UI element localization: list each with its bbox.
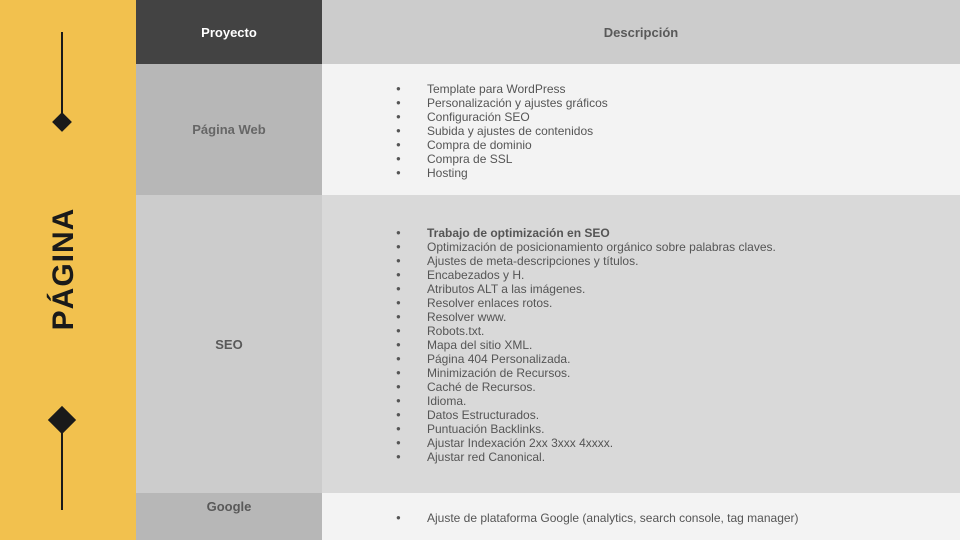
list-item: ● Resolver www. (396, 310, 776, 324)
project-name: Google (136, 493, 322, 540)
description-cell (322, 64, 960, 195)
list-item: ● Resolver enlaces rotos. (396, 296, 776, 310)
list-item: ● Minimización de Recursos. (396, 366, 776, 380)
list-item: ● Caché de Recursos. (396, 380, 776, 394)
list-item: ● Idioma. (396, 394, 776, 408)
list-item: ● Ajustar Indexación 2xx 3xxx 4xxxx. (396, 436, 776, 450)
list-item: ● Puntuación Backlinks. (396, 422, 776, 436)
list-item: ● Mapa del sitio XML. (396, 338, 776, 352)
list-item: ● Ajustar red Canonical. (396, 450, 776, 464)
table-row-google (136, 493, 960, 540)
table-row-seo (136, 195, 960, 493)
list-item: ● Configuración SEO (396, 110, 608, 124)
list-item: ● Hosting (396, 166, 608, 180)
list-item: ● Template para WordPress (396, 82, 608, 96)
list-item: ● Optimización de posicionamiento orgánico sobre palabras claves. (396, 240, 776, 254)
list-item: ● Robots.txt. (396, 324, 776, 338)
project-name: Página Web (136, 64, 322, 195)
timeline-line-top (61, 32, 63, 122)
diamond-marker-top-icon (52, 112, 72, 132)
table-row-pagina-web (136, 64, 960, 195)
timeline-line-bottom (61, 420, 63, 510)
sidebar-title: PÁGINA (47, 207, 80, 331)
list-item: ● Ajustes de meta-descripciones y títulos. (396, 254, 776, 268)
description-list (396, 82, 608, 180)
list-item: ● Ajuste de plataforma Google (analytics, search console, tag manager) (396, 511, 799, 525)
project-table (136, 0, 960, 540)
list-item: ● Subida y ajustes de contenidos (396, 124, 608, 138)
description-list (396, 511, 799, 525)
description-cell (322, 493, 960, 540)
table-header-row (136, 0, 960, 64)
sidebar (0, 0, 136, 540)
header-description: Descripción (322, 0, 960, 64)
project-name: SEO (136, 195, 322, 493)
list-item: ● Datos Estructurados. (396, 408, 776, 422)
list-item: ● Página 404 Personalizada. (396, 352, 776, 366)
description-cell (322, 195, 960, 493)
list-item: ● Encabezados y H. (396, 268, 776, 282)
list-item: ● Trabajo de optimización en SEO (396, 226, 776, 240)
description-list (396, 226, 776, 464)
list-item: ● Personalización y ajustes gráficos (396, 96, 608, 110)
list-item: ● Compra de SSL (396, 152, 608, 166)
list-item: ● Atributos ALT a las imágenes. (396, 282, 776, 296)
list-item: ● Compra de dominio (396, 138, 608, 152)
header-project: Proyecto (136, 0, 322, 64)
